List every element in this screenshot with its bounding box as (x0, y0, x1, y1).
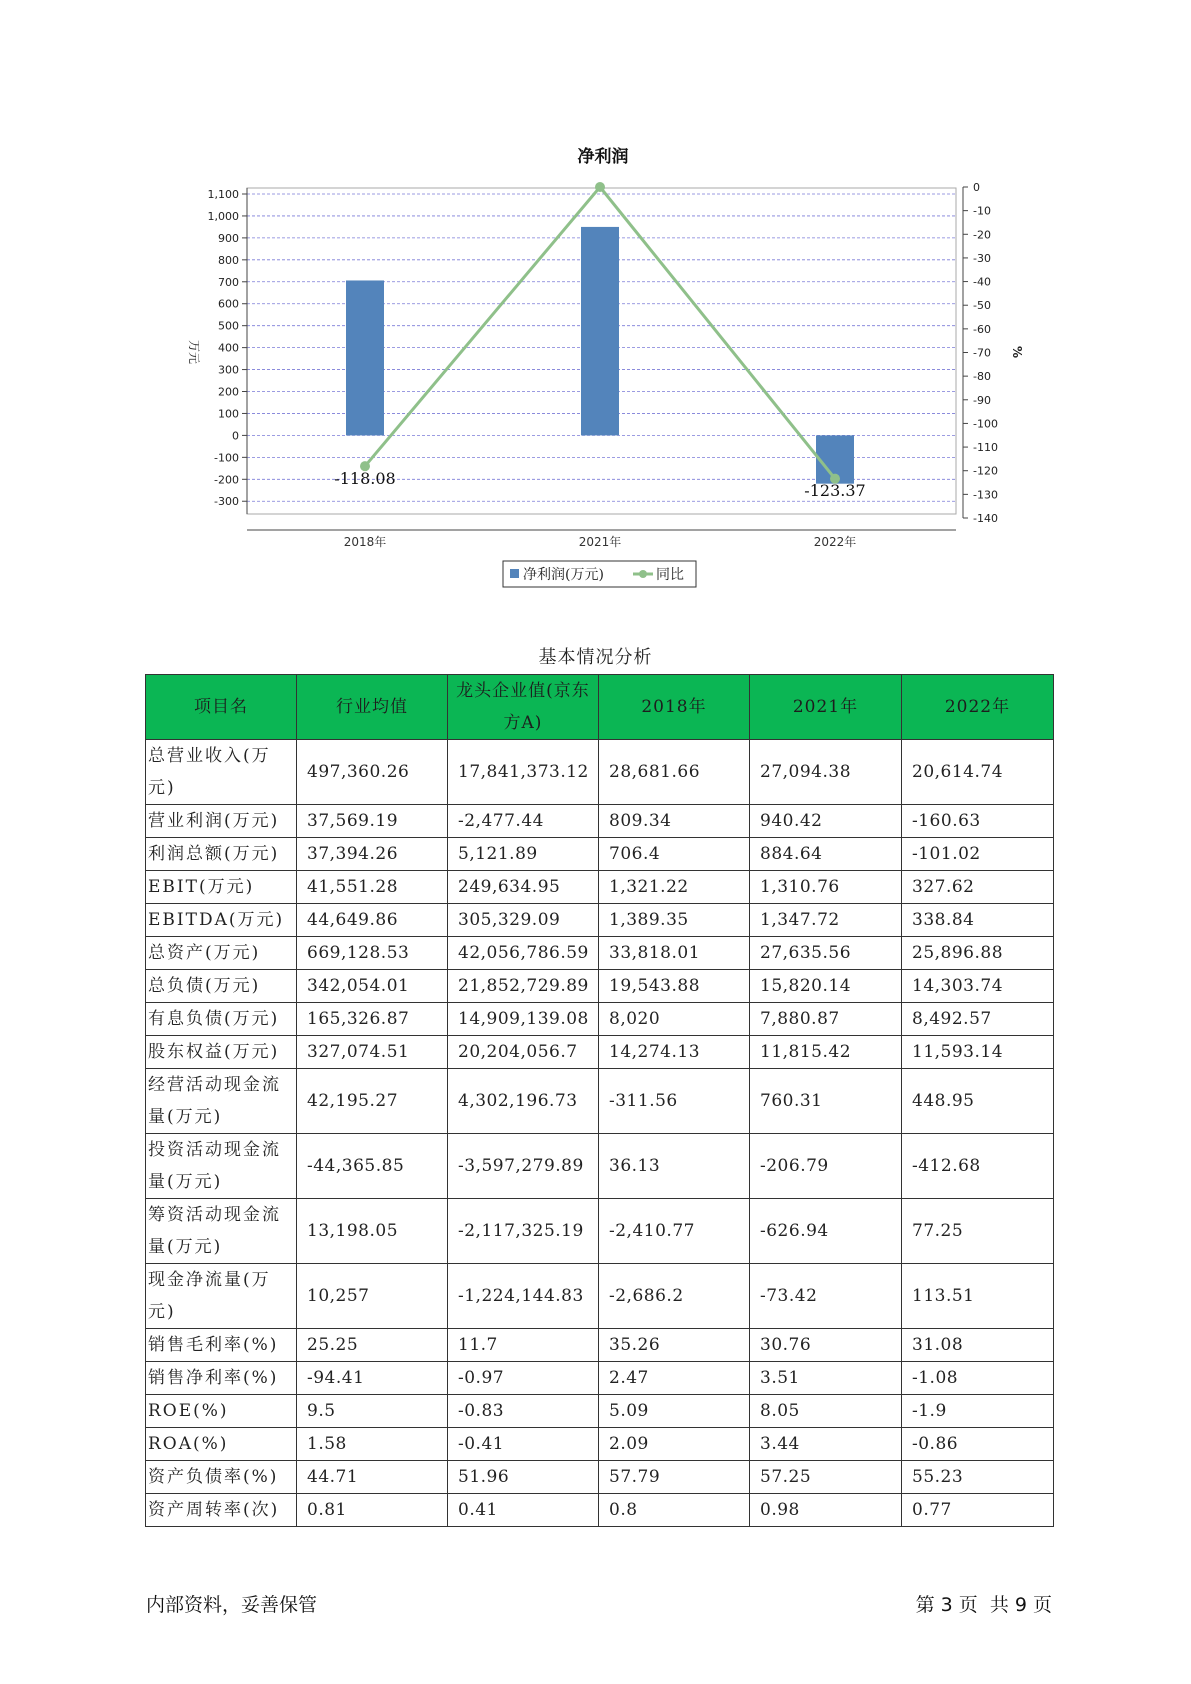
value-cell: 0.8 (599, 1494, 750, 1527)
legend-bar-swatch (510, 569, 519, 578)
value-cell: -3,597,279.89 (448, 1134, 599, 1199)
value-cell: 4,302,196.73 (448, 1069, 599, 1134)
value-cell: 760.31 (750, 1069, 902, 1134)
row-label-cell: ROE(%) (146, 1395, 297, 1428)
yoy-point (595, 182, 605, 192)
value-cell: 2.09 (599, 1428, 750, 1461)
value-cell: 0.81 (297, 1494, 448, 1527)
value-cell: -311.56 (599, 1069, 750, 1134)
y-tick-label: 400 (218, 341, 239, 355)
row-label-cell: EBIT(万元) (146, 871, 297, 904)
value-cell: 0.41 (448, 1494, 599, 1527)
y-tick-label: 0 (232, 429, 239, 443)
value-cell: -412.68 (902, 1134, 1054, 1199)
footer-confidential-note: 内部资料，妥善保管 (146, 1594, 318, 1616)
y-tick-label: -200 (214, 473, 239, 487)
value-cell: 25,896.88 (902, 937, 1054, 970)
value-cell: 1,389.35 (599, 904, 750, 937)
value-cell: 14,303.74 (902, 970, 1054, 1003)
table-row (146, 1461, 1054, 1494)
value-cell: 20,204,056.7 (448, 1036, 599, 1069)
y2-tick-label: -70 (973, 346, 991, 360)
value-cell: 249,634.95 (448, 871, 599, 904)
value-cell: 44.71 (297, 1461, 448, 1494)
value-cell: 940.42 (750, 805, 902, 838)
row-label-cell: 资产负债率(%) (146, 1461, 297, 1494)
value-cell: 41,551.28 (297, 871, 448, 904)
value-cell: -73.42 (750, 1264, 902, 1329)
value-cell: 27,635.56 (750, 937, 902, 970)
y-tick-label: 600 (218, 297, 239, 311)
row-label-cell: 股东权益(万元) (146, 1036, 297, 1069)
y2-tick-label: -10 (973, 204, 991, 218)
value-cell: 497,360.26 (297, 740, 448, 805)
value-cell: 7,880.87 (750, 1003, 902, 1036)
value-cell: 5,121.89 (448, 838, 599, 871)
row-label-cell: 投资活动现金流量(万元) (146, 1134, 297, 1199)
value-cell: 30.76 (750, 1329, 902, 1362)
y2-tick-label: -30 (973, 251, 991, 265)
y2-tick-label: -60 (973, 322, 991, 336)
value-cell: 1,321.22 (599, 871, 750, 904)
value-cell: 14,909,139.08 (448, 1003, 599, 1036)
row-label-cell: 经营活动现金流量(万元) (146, 1069, 297, 1134)
yoy-label-2022: -123.37 (804, 481, 866, 500)
bar-2018年 (346, 280, 384, 435)
y2-tick-label: -90 (973, 393, 991, 407)
value-cell: 25.25 (297, 1329, 448, 1362)
value-cell: 15,820.14 (750, 970, 902, 1003)
y2-tick-label: -80 (973, 370, 991, 384)
value-cell: 669,128.53 (297, 937, 448, 970)
row-label-cell: 总资产(万元) (146, 937, 297, 970)
y-tick-label: -300 (214, 495, 239, 509)
y-tick-label: 1,000 (207, 209, 239, 223)
y-tick-label: 1,100 (207, 188, 239, 201)
value-cell: 884.64 (750, 838, 902, 871)
row-label-cell: 筹资活动现金流量(万元) (146, 1199, 297, 1264)
table-body (146, 740, 1054, 1527)
y2-tick-label: -140 (973, 512, 998, 525)
value-cell: 113.51 (902, 1264, 1054, 1329)
header-2022: 2022年 (902, 675, 1054, 740)
net-profit-chart (0, 0, 1191, 610)
y2-tick-label: -130 (973, 488, 998, 502)
footer-page-number: 第 3 页 共 9 页 (915, 1594, 1052, 1616)
chart-title: 净利润 (577, 147, 629, 167)
table-row (146, 1428, 1054, 1461)
y2-tick-label: -120 (973, 464, 998, 478)
table-row (146, 1395, 1054, 1428)
value-cell: 706.4 (599, 838, 750, 871)
value-cell: 448.95 (902, 1069, 1054, 1134)
basic-analysis-table (145, 674, 1054, 1527)
value-cell: 13,198.05 (297, 1199, 448, 1264)
value-cell: -2,477.44 (448, 805, 599, 838)
row-label-cell: 营业利润(万元) (146, 805, 297, 838)
table-row (146, 740, 1054, 805)
table-row (146, 805, 1054, 838)
row-label-cell: 现金净流量(万元) (146, 1264, 297, 1329)
y-tick-label: 500 (218, 319, 239, 333)
row-label-cell: 总负债(万元) (146, 970, 297, 1003)
value-cell: 338.84 (902, 904, 1054, 937)
value-cell: 27,094.38 (750, 740, 902, 805)
row-label-cell: EBITDA(万元) (146, 904, 297, 937)
table-row (146, 904, 1054, 937)
value-cell: 8,492.57 (902, 1003, 1054, 1036)
table-row (146, 1329, 1054, 1362)
table-row (146, 1069, 1054, 1134)
value-cell: -2,686.2 (599, 1264, 750, 1329)
value-cell: -44,365.85 (297, 1134, 448, 1199)
row-label-cell: 有息负债(万元) (146, 1003, 297, 1036)
table-row (146, 1362, 1054, 1395)
row-label-cell: 利润总额(万元) (146, 838, 297, 871)
y-axis-label: 万元 (187, 339, 201, 365)
table-row (146, 838, 1054, 871)
value-cell: -1,224,144.83 (448, 1264, 599, 1329)
value-cell: 1,310.76 (750, 871, 902, 904)
value-cell: 9.5 (297, 1395, 448, 1428)
value-cell: 35.26 (599, 1329, 750, 1362)
value-cell: 21,852,729.89 (448, 970, 599, 1003)
table-row (146, 937, 1054, 970)
value-cell: 3.44 (750, 1428, 902, 1461)
y-tick-label: 900 (218, 231, 239, 245)
row-label-cell: ROA(%) (146, 1428, 297, 1461)
value-cell: 8.05 (750, 1395, 902, 1428)
value-cell: 57.25 (750, 1461, 902, 1494)
value-cell: 28,681.66 (599, 740, 750, 805)
value-cell: -94.41 (297, 1362, 448, 1395)
value-cell: 5.09 (599, 1395, 750, 1428)
value-cell: 37,569.19 (297, 805, 448, 838)
value-cell: 11,815.42 (750, 1036, 902, 1069)
value-cell: 33,818.01 (599, 937, 750, 970)
value-cell: 0.77 (902, 1494, 1054, 1527)
table-caption: 基本情况分析 (538, 647, 653, 668)
value-cell: -1.08 (902, 1362, 1054, 1395)
value-cell: 55.23 (902, 1461, 1054, 1494)
value-cell: 1.58 (297, 1428, 448, 1461)
value-cell: 51.96 (448, 1461, 599, 1494)
value-cell: 0.98 (750, 1494, 902, 1527)
table-row (146, 1199, 1054, 1264)
y2-tick-label: -110 (973, 441, 998, 455)
header-2018: 2018年 (599, 675, 750, 740)
value-cell: 77.25 (902, 1199, 1054, 1264)
value-cell: 20,614.74 (902, 740, 1054, 805)
table-row (146, 871, 1054, 904)
table-row (146, 1134, 1054, 1199)
x-tick-label: 2021年 (578, 535, 622, 549)
legend-line-label: 同比 (656, 567, 684, 583)
value-cell: -160.63 (902, 805, 1054, 838)
value-cell: 809.34 (599, 805, 750, 838)
value-cell: 1,347.72 (750, 904, 902, 937)
value-cell: 57.79 (599, 1461, 750, 1494)
value-cell: -0.41 (448, 1428, 599, 1461)
y2-axis-label: % (1010, 345, 1024, 359)
value-cell: -0.83 (448, 1395, 599, 1428)
value-cell: 305,329.09 (448, 904, 599, 937)
y-tick-label: 800 (218, 253, 239, 267)
value-cell: 3.51 (750, 1362, 902, 1395)
value-cell: -0.86 (902, 1428, 1054, 1461)
value-cell: 42,056,786.59 (448, 937, 599, 970)
row-label-cell: 资产周转率(次) (146, 1494, 297, 1527)
table-row (146, 1264, 1054, 1329)
value-cell: 19,543.88 (599, 970, 750, 1003)
table-row (146, 1494, 1054, 1527)
value-cell: -2,117,325.19 (448, 1199, 599, 1264)
value-cell: 327,074.51 (297, 1036, 448, 1069)
y-tick-label: 300 (218, 363, 239, 377)
value-cell: 14,274.13 (599, 1036, 750, 1069)
value-cell: 42,195.27 (297, 1069, 448, 1134)
table-row (146, 970, 1054, 1003)
value-cell: -1.9 (902, 1395, 1054, 1428)
value-cell: 8,020 (599, 1003, 750, 1036)
y-tick-label: -100 (214, 451, 239, 465)
value-cell: 44,649.86 (297, 904, 448, 937)
legend-line-marker (639, 570, 647, 578)
value-cell: -626.94 (750, 1199, 902, 1264)
value-cell: 11.7 (448, 1329, 599, 1362)
header-leader-value: 龙头企业值(京东方A) (448, 675, 599, 740)
y-tick-label: 200 (218, 385, 239, 399)
value-cell: -101.02 (902, 838, 1054, 871)
value-cell: 31.08 (902, 1329, 1054, 1362)
value-cell: 17,841,373.12 (448, 740, 599, 805)
x-tick-label: 2018年 (343, 535, 387, 549)
header-industry-avg: 行业均值 (297, 675, 448, 740)
y-tick-label: 700 (218, 275, 239, 289)
y-tick-label: 100 (218, 407, 239, 421)
value-cell: 11,593.14 (902, 1036, 1054, 1069)
table-header-row (146, 675, 1054, 740)
value-cell: 10,257 (297, 1264, 448, 1329)
value-cell: 37,394.26 (297, 838, 448, 871)
y2-tick-label: -50 (973, 299, 991, 313)
value-cell: 165,326.87 (297, 1003, 448, 1036)
y2-tick-label: -40 (973, 275, 991, 289)
value-cell: 36.13 (599, 1134, 750, 1199)
row-label-cell: 销售净利率(%) (146, 1362, 297, 1395)
legend-bar-label: 净利润(万元) (523, 567, 604, 583)
value-cell: -206.79 (750, 1134, 902, 1199)
y2-tick-label: -20 (973, 228, 991, 242)
value-cell: -2,410.77 (599, 1199, 750, 1264)
yoy-label-2018: -118.08 (334, 469, 396, 488)
header-item-name: 项目名 (146, 675, 297, 740)
value-cell: 2.47 (599, 1362, 750, 1395)
table-row (146, 1003, 1054, 1036)
table-row (146, 1036, 1054, 1069)
header-2021: 2021年 (750, 675, 902, 740)
row-label-cell: 销售毛利率(%) (146, 1329, 297, 1362)
x-tick-label: 2022年 (813, 535, 857, 549)
y2-tick-label: -100 (973, 417, 998, 431)
row-label-cell: 总营业收入(万元) (146, 740, 297, 805)
bar-2021年 (581, 227, 619, 435)
value-cell: 342,054.01 (297, 970, 448, 1003)
y2-tick-label: 0 (973, 181, 980, 194)
value-cell: 327.62 (902, 871, 1054, 904)
value-cell: -0.97 (448, 1362, 599, 1395)
